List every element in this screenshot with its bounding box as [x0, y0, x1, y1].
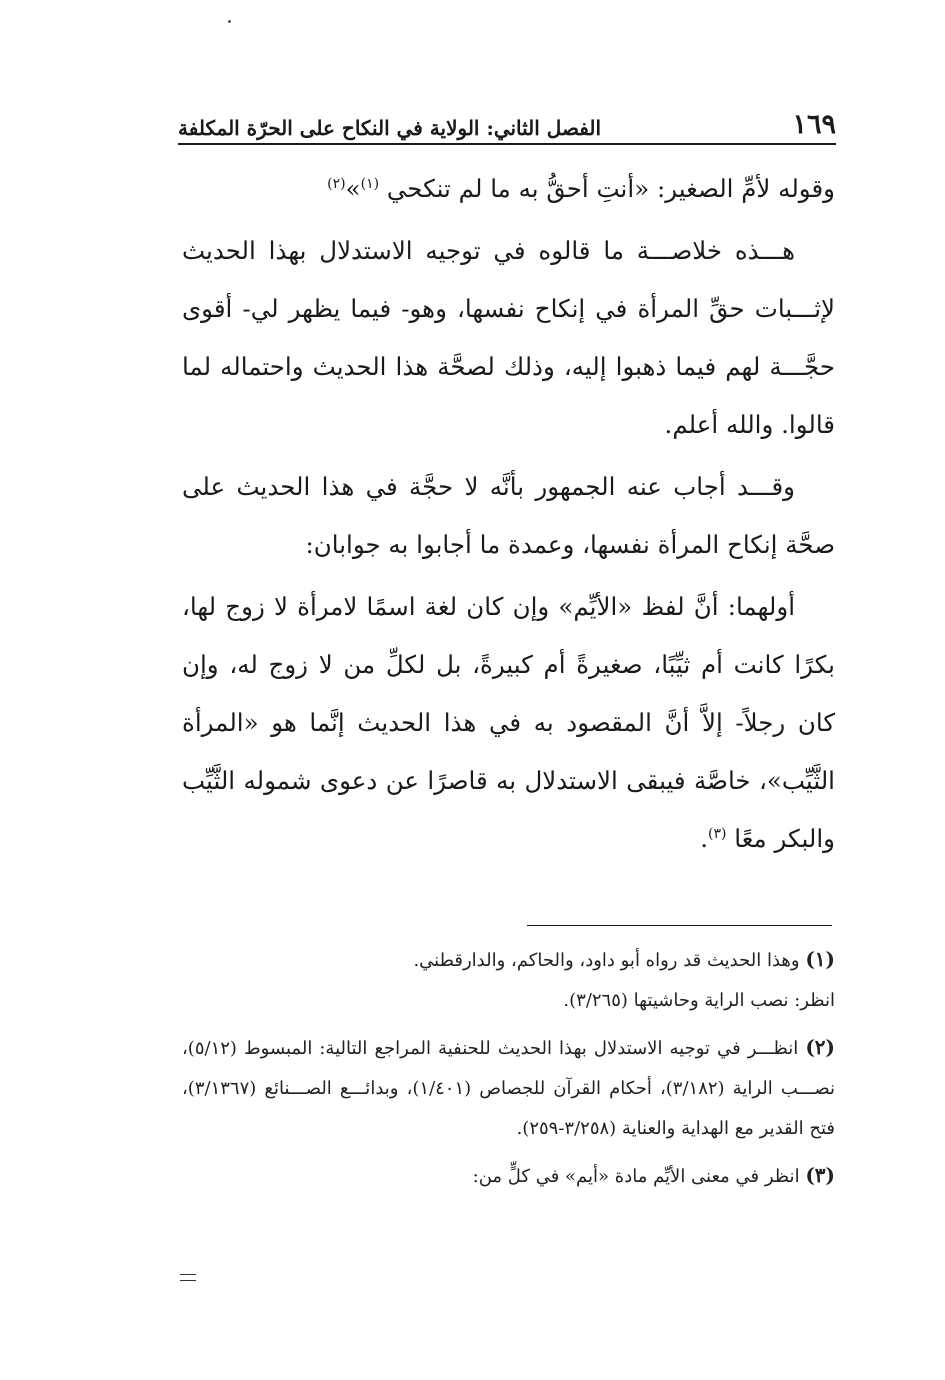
chapter-title: الفصل الثاني: الولاية في النكاح على الحرّة المكلفة	[178, 116, 602, 140]
footnote-2-number: (٢)	[805, 1035, 835, 1059]
footnote-1	[182, 939, 835, 981]
footnote-3	[182, 1155, 835, 1197]
footnotes	[182, 925, 835, 1197]
speck-mark	[228, 20, 231, 23]
footnote-1-line-2: انظر: نصب الراية وحاشيتها (٣/٢٦٥).	[563, 990, 835, 1011]
page-header	[178, 100, 836, 145]
footnote-3-text: انظر في معنى الأيِّم مادة «أيم» في كلٍّ من:	[472, 1166, 800, 1187]
main-text	[182, 160, 835, 872]
page-end-mark	[180, 1274, 196, 1281]
paragraph-3: وقـــد أجاب عنه الجمهور بأنَّه لا حجَّة في هذا الحديث على صحَّة إنكاح المرأة نفسها، وعمدة ما أجابوا به جوابان:	[182, 472, 835, 559]
quote-close: »	[345, 174, 361, 203]
paragraph-4-end: .	[700, 824, 708, 853]
paragraph-4	[182, 578, 835, 868]
footnote-ref-2: (٢)	[327, 175, 346, 192]
paragraph-2: هـــذه خلاصـــة ما قالوه في توجيه الاستدلال بهذا الحديث لإثـــبات حقِّ المرأة في إنكاح نفسها، وهو- فيما يظهر لي- أقوى حجَّـــة لهم فيما ذهبوا إليه، وذلك لصحَّة هذا الحديث واحتماله لما قالوا. والله أعلم.	[182, 236, 835, 439]
footnote-2-text: انظـــر في توجيه الاستدلال بهذا الحديث للحنفية المراجع التالية: المبسوط (٥/١٢)، نصـــب الراية (٣/١٨٢)، أحكام القرآن للجصاص (١/٤٠١)، وبدائـــع الصـــنائع (٣/١٣٦٧)، فتح القدير مع الهداية والعناية (٣/٢٥٨-٢٥٩).	[182, 1038, 835, 1139]
paragraph-1-text: وقوله لأمِّ الصغير: «أنتِ أحقُّ به ما لم تنكحي	[386, 174, 835, 203]
footnote-3-number: (٣)	[805, 1163, 835, 1187]
page-number: ١٦٩	[792, 109, 836, 140]
paragraph-1	[182, 160, 835, 218]
footnote-ref-1: (١)	[360, 175, 380, 192]
paragraph-4-text: أولهما: أنَّ لفظ «الأيِّم» وإن كان لغة اسمًا لامرأة لا زوج لها، بكرًا كانت أم ثيِّبًا، صغيرةً أم كبيرةً، بل لكلِّ من لا زوج له، وإن كان رجلاً- إلاَّ أنَّ المقصود به في هذا الحديث إنَّما هو «المرأة الثَّيِّب»، خاصَّة فيبقى الاستدلال به قاصرًا عن دعوى شموله الثَّيِّب والبكر معًا	[182, 592, 835, 853]
footnote-1-number: (١)	[805, 947, 835, 971]
footnote-2	[182, 1027, 835, 1149]
footnote-ref-3: (٣)	[707, 825, 727, 842]
footnote-1-line-1: وهذا الحديث قد رواه أبو داود، والحاكم، والدارقطني.	[413, 950, 800, 971]
